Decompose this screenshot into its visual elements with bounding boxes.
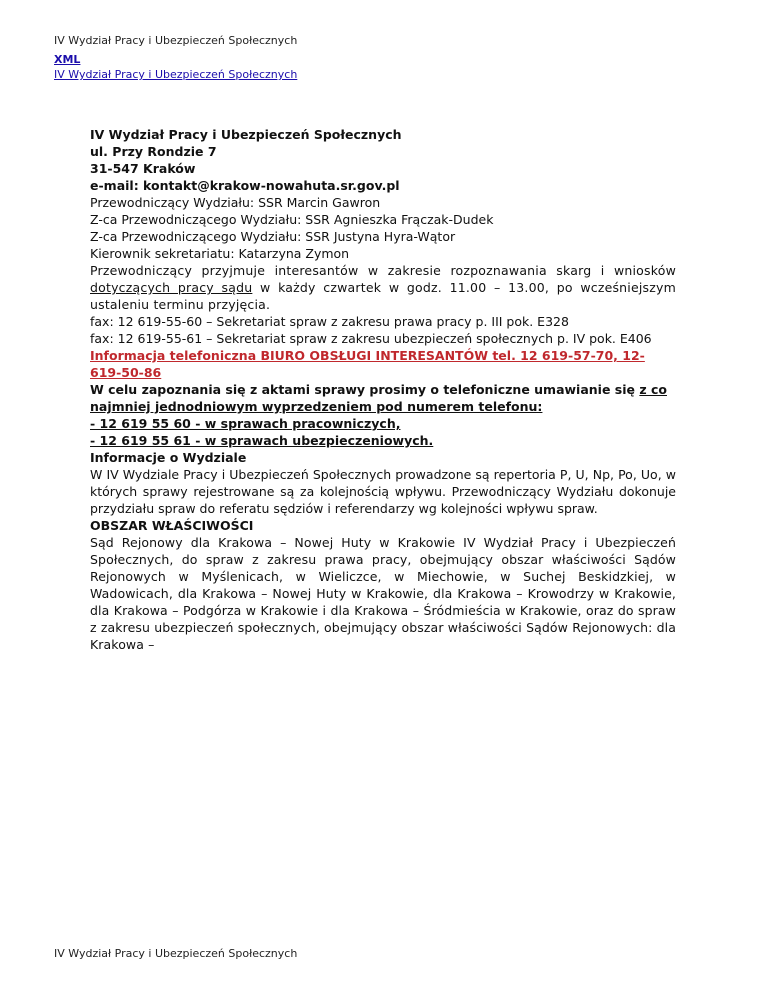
staff-list — [90, 194, 676, 262]
reception-text-2: w każdy czwartek w godz. 11.00 – 13.00, po wcześniejszym ustaleniu terminu przyjęcia. — [90, 280, 676, 312]
info-paragraph: W IV Wydziale Pracy i Ubezpieczeń Społecznych prowadzone są repertoria P, U, Np, Po, Uo, w których sprawy rejestrowane są za kolejnością wpływu. Przewodniczący Wydziału dokonuje przydziału spraw do referatu sędziów i referendarzy wg kolejności wpływu spraw. — [90, 467, 676, 516]
page-header: IV Wydział Pracy i Ubezpieczeń Społecznych — [54, 34, 298, 47]
case-files-text: W celu zapoznania się z aktami sprawy prosimy o telefoniczne umawianie się — [90, 382, 640, 397]
jurisdiction-heading: OBSZAR WŁAŚCIWOŚCI — [90, 518, 254, 533]
department-link[interactable]: IV Wydział Pracy i Ubezpieczeń Społecznych — [54, 68, 298, 81]
address-city: 31-547 Kraków — [90, 161, 196, 176]
case-files-notice — [90, 381, 676, 449]
staff-item: Kierownik sekretariatu: Katarzyna Zymon — [90, 246, 350, 261]
staff-item: Przewodniczący Wydziału: SSR Marcin Gawron — [90, 195, 381, 210]
fax-line: fax: 12 619-55-60 – Sekretariat spraw z zakresu prawa pracy p. III pok. E328 — [90, 314, 569, 329]
case-files-text-underlined: z co najmniej jednodniowym wyprzedzeniem pod numerem telefonu: — [90, 382, 667, 414]
case-files-phone-2: - 12 619 55 61 - w sprawach ubezpieczeniowych. — [90, 433, 434, 448]
staff-item: Z-ca Przewodniczącego Wydziału: SSR Agnieszka Frączak-Dudek — [90, 212, 494, 227]
jurisdiction-paragraph: Sąd Rejonowy dla Krakowa – Nowej Huty w Krakowie IV Wydział Pracy i Ubezpieczeń Społecznych, do spraw z zakresu prawa pracy, obejmujący obszar właściwości Sądów Rejonowych w Myślenicach, w Wieliczce, w Miechowie, w Suchej Beskidzkiej, w Wadowicach, dla Krakowa – Nowej Huty w Krakowie, dla Krakowa – Krowodrzy w Krakowie, dla Krakowa – Podgórza w Krakowie i dla Krakowa – Śródmieścia w Krakowie, oraz do spraw z zakresu ubezpieczeń społecznych, obejmujący obszar właściwości Sądów Rejonowych: dla Krakowa – — [90, 535, 676, 652]
reception-text-1: Przewodniczący przyjmuje interesantów w zakresie rozpoznawania skarg i wniosków — [90, 263, 676, 278]
reception-paragraph — [90, 262, 676, 313]
address-block — [90, 126, 676, 177]
page-footer: IV Wydział Pracy i Ubezpieczeń Społecznych — [54, 947, 298, 960]
staff-item: Z-ca Przewodniczącego Wydziału: SSR Justyna Hyra-Wątor — [90, 229, 456, 244]
info-heading: Informacje o Wydziale — [90, 450, 247, 465]
link-group — [54, 52, 297, 82]
reception-text-underlined: dotyczących pracy sądu — [90, 280, 253, 295]
email-line: e-mail: kontakt@krakow-nowahuta.sr.gov.pl — [90, 178, 400, 193]
fax-line: fax: 12 619-55-61 – Sekretariat spraw z zakresu ubezpieczeń społecznych p. IV pok. E406 — [90, 331, 652, 346]
xml-link[interactable]: XML — [54, 53, 81, 66]
phone-info: Informacja telefoniczna BIURO OBSŁUGI INTERESANTÓW tel. 12 619-57-70, 12-619-50-86 — [90, 348, 645, 380]
case-files-phone-1: - 12 619 55 60 - w sprawach pracowniczych, — [90, 416, 401, 431]
address-name: IV Wydział Pracy i Ubezpieczeń Społecznych — [90, 127, 402, 142]
address-street: ul. Przy Rondzie 7 — [90, 144, 217, 159]
main-content — [90, 126, 676, 653]
fax-block — [90, 313, 676, 347]
